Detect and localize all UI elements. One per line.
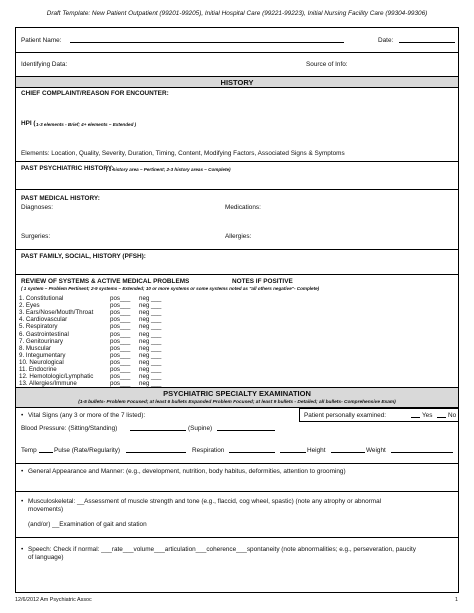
vital-signs-row [16,408,458,464]
system-label: 10. Neurological [19,358,64,366]
diagnoses-label: Diagnoses: [21,204,53,211]
notes-label: NOTES IF POSITIVE [232,278,293,285]
system-neg-field[interactable]: neg ___ [139,344,162,352]
system-label: 5. Respiratory [19,323,58,331]
supine-field[interactable] [217,425,275,431]
speech-row [16,538,458,593]
psych-exam-title: PSYCHIATRIC SPECIALTY EXAMINATION [163,389,311,398]
system-neg-field[interactable]: neg ___ [139,358,162,366]
yes-label: Yes [422,412,433,419]
past-psych-label: PAST PSYCHIATRIC HISTORY: [21,165,114,172]
past-psych-row [16,162,458,190]
personally-examined-label: Patient personally examined: [304,412,387,419]
system-label: 6. Gastrointestinal [19,330,69,338]
date-field[interactable] [399,37,455,43]
system-pos-field[interactable]: pos___ [110,302,131,310]
system-label: 7. Genitourinary [19,337,64,345]
temp-label: Temp [21,447,37,454]
system-label: 1. Constitutional [19,295,64,302]
pfsh-label: PAST FAMILY, SOCIAL, HISTORY (PFSH): [21,253,146,260]
speech-text: Speech: Check if normal: ___rate___volume___articulation___coherence___spontaneity (note abnormalities; e.g., perseveration, paucity [28,546,416,553]
allergies-label: Allergies: [225,233,252,240]
history-title-row [16,77,458,88]
system-label: 12. Hemotologic/Lymphatic [19,373,94,381]
chief-complaint-label: CHIEF COMPLAINT/REASON FOR ENCOUNTER: [21,90,169,97]
no-checkbox[interactable] [437,412,446,418]
psych-exam-title-row [16,388,458,408]
elements-text: Elements: Location, Quality, Severity, Duration, Timing, Content, Modifying Factors, Associated Signs & Symptoms [21,150,345,157]
system-neg-field[interactable]: neg ___ [139,351,162,359]
patient-name-field[interactable] [70,37,344,43]
identifying-data-row [16,53,458,77]
form-table [15,27,459,593]
system-pos-field[interactable]: pos___ [110,337,131,345]
system-neg-field[interactable]: neg ___ [139,309,162,317]
patient-name-label: Patient Name: [21,37,62,44]
footer-left: 12/6/2012 Am Psychiatric Assoc [15,597,92,603]
system-pos-field[interactable]: pos___ [110,316,131,324]
system-neg-field[interactable]: neg ___ [139,295,162,302]
yes-checkbox[interactable] [411,412,420,418]
system-pos-field[interactable]: pos___ [110,309,131,317]
past-psych-note: ( 1 history area – Pertinent; 2-3 history areas – Complete) [106,167,231,172]
bullet-icon: • [21,468,24,475]
system-label: 9. Integumentary [19,351,66,359]
personally-examined-box [299,408,459,422]
height-field[interactable] [331,447,365,453]
weight-label: Weight [366,447,386,454]
system-pos-field[interactable]: pos___ [110,358,131,366]
history-title: HISTORY [220,78,254,87]
system-pos-field[interactable]: pos___ [110,330,131,338]
musculoskeletal-text: Musculoskeletal: __Assessment of muscle strength and tone (e.g., flaccid, cog wheel, spastic) (note any atrophy or abnormal [28,498,382,505]
page-number: 1 [455,597,458,603]
ros-row [16,275,458,388]
system-label: 8. Muscular [19,344,51,352]
pulse-field[interactable] [126,447,186,453]
temp-field[interactable] [39,447,53,453]
system-neg-field[interactable]: neg ___ [139,323,162,331]
height-label: Height [307,447,326,454]
system-pos-field[interactable]: pos___ [110,366,131,373]
respiration-field[interactable] [229,447,275,453]
ros-note: ( 1 system – Problem Pertinent; 2-9 systems – Extended; 10 or more systems or some systems noted as "all others negative"- Complete) [21,286,320,291]
date-label: Date: [378,37,394,44]
template-header: Draft Template: New Patient Outpatient (99201-99205), Initial Hospital Care (99221-99223), Initial Nursing Facility Care (99304-99306) [46,10,428,17]
system-pos-field[interactable]: pos___ [110,380,131,388]
system-neg-field[interactable]: neg ___ [139,316,162,324]
no-label: No [448,412,457,419]
chief-complaint-row [16,88,458,162]
psych-exam-note: (1-5 bullets- Problem Focused; at least 6 bullets Expanded Problem Focused; at least 9 bullets - Detailed; all bullets- Comprehensive Exam) [78,400,396,405]
system-pos-field[interactable]: pos___ [110,373,131,381]
system-pos-field[interactable]: pos___ [110,295,131,302]
source-of-info-label: Source of Info: [306,61,348,68]
system-label: 13. Allergies/Immune [19,380,77,388]
patient-name-row [16,28,458,53]
musculoskeletal-text-cont: movements) [28,506,64,513]
surgeries-label: Surgeries: [21,233,51,240]
respiration-label: Respiration [192,447,225,454]
vital-signs-label: Vital Signs (any 3 or more of the 7 listed): [28,412,146,419]
system-neg-field[interactable]: neg ___ [139,330,162,338]
ros-label: REVIEW OF SYSTEMS & ACTIVE MEDICAL PROBLEMS [21,278,190,285]
system-pos-field[interactable]: pos___ [110,351,131,359]
pfsh-row [16,250,458,275]
system-neg-field[interactable]: neg ___ [139,337,162,345]
height-blank[interactable] [280,447,306,453]
pulse-label: Pulse (Rate/Regularity) [54,447,121,454]
bp-field[interactable] [130,425,186,431]
bullet-icon: • [21,412,24,419]
system-neg-field[interactable]: neg ___ [139,373,162,381]
system-neg-field[interactable]: neg ___ [139,366,162,373]
speech-text-cont: of language) [28,554,64,561]
appearance-row [16,464,458,492]
appearance-text: General Appearance and Manner: (e.g., development, nutrition, body habitus, deformities, attention to grooming) [28,468,346,475]
system-pos-field[interactable]: pos___ [110,344,131,352]
bullet-icon: • [21,546,24,553]
weight-field[interactable] [391,447,453,453]
bullet-icon: • [21,498,24,505]
gait-text: (and/or) __Examination of gait and station [28,521,147,528]
system-label: 11. Endocrine [19,366,57,373]
supine-label: (Supine) [188,425,213,432]
past-medical-row [16,190,458,250]
system-neg-field[interactable]: neg ___ [139,302,162,310]
bp-label: Blood Pressure: (Sitting/Standing) [21,425,118,432]
medications-label: Medications: [225,204,261,211]
system-label: 3. Ears/Nose/Mouth/Throat [19,309,94,317]
system-pos-field[interactable]: pos___ [110,323,131,331]
musculoskeletal-row [16,492,458,538]
system-label: 2. Eyes [19,302,40,310]
hpi-note: 1-3 elements - Brief; 4+ elements – Extended ) [36,122,137,127]
hpi-label: HPI ( [21,120,36,127]
system-neg-field[interactable]: neg ___ [139,380,162,388]
identifying-data-label: Identifying Data: [21,61,68,68]
past-medical-label: PAST MEDICAL HISTORY: [21,195,100,202]
system-label: 4. Cardiovascular [19,316,68,324]
